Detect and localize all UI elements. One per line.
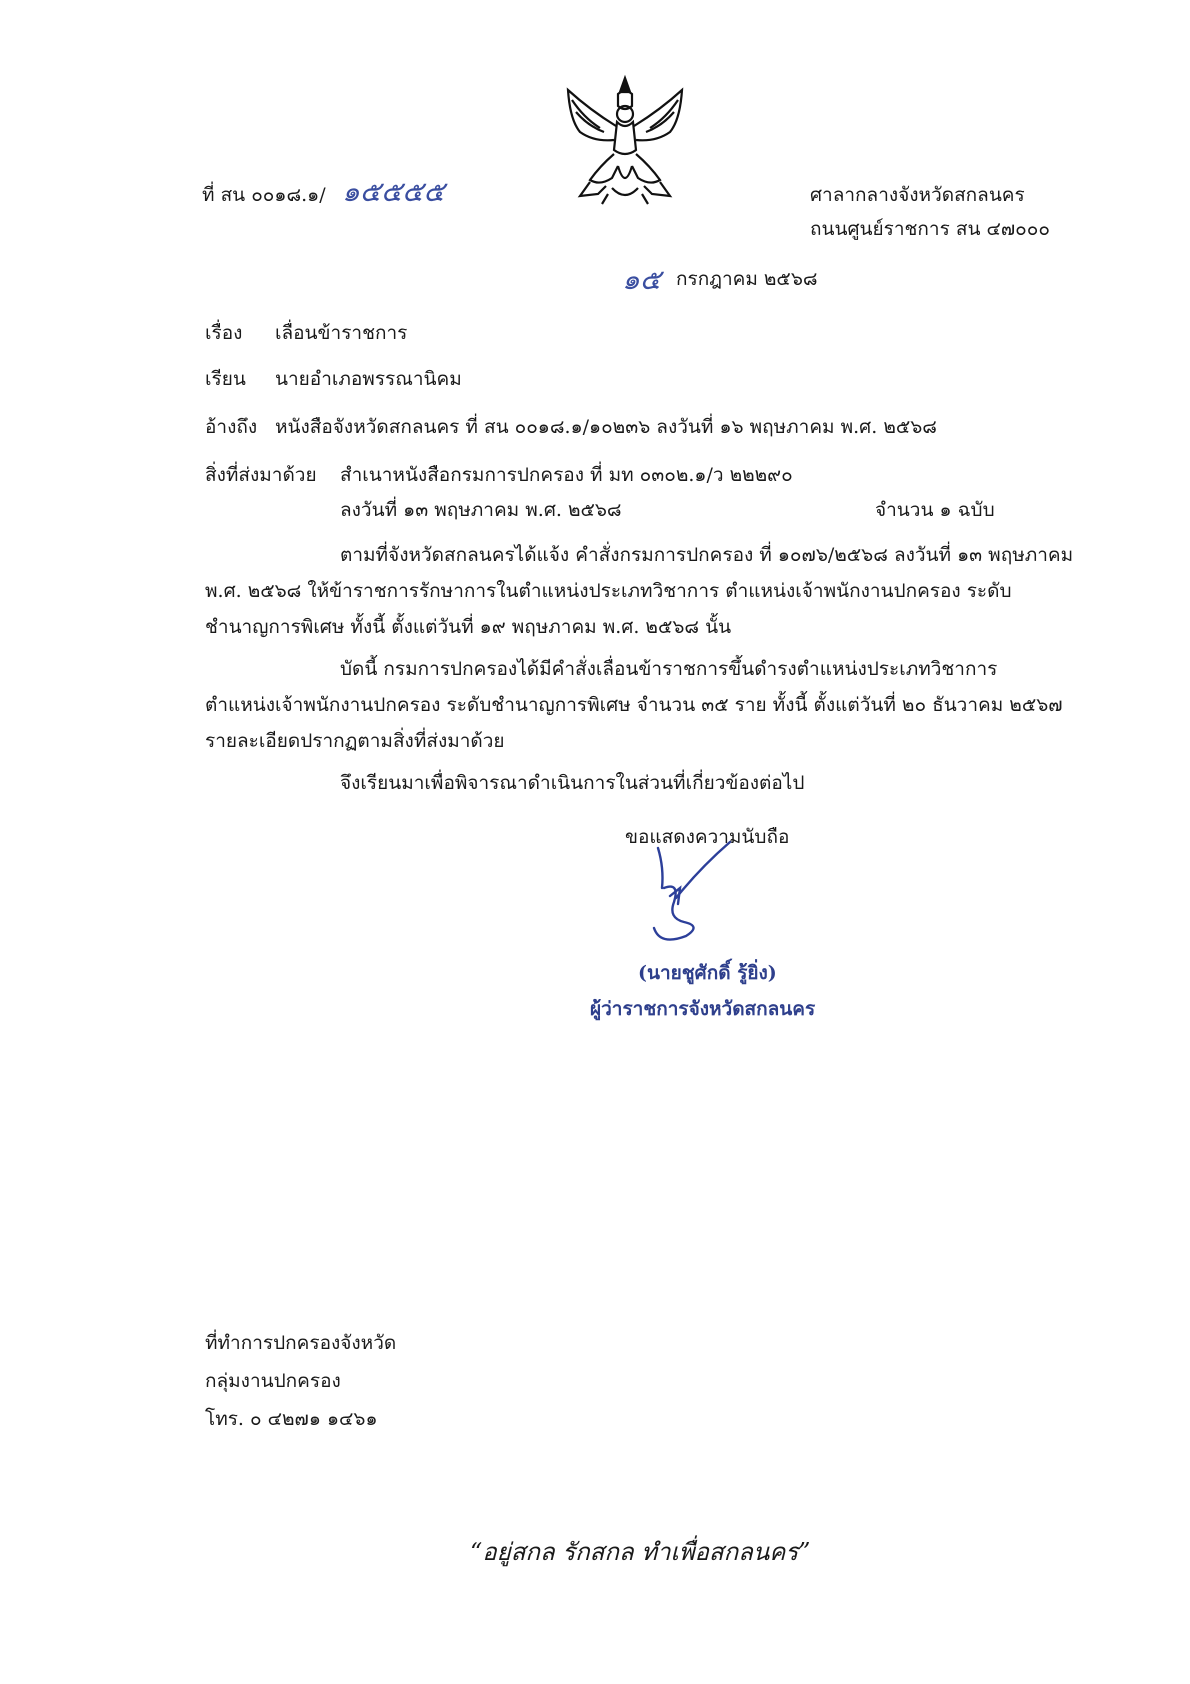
signature-mark (650, 838, 740, 948)
reference-number-handwritten: ๑๕๕๕๕ (342, 175, 445, 208)
date-day-handwritten: ๑๕ (622, 263, 661, 296)
office-address-line1: ศาลากลางจังหวัดสกลนคร (810, 184, 1025, 206)
office-address-line2: ถนนศูนย์ราชการ สน ๔๗๐๐๐ (810, 218, 1050, 240)
footer-office: ที่ทำการปกครองจังหวัด (205, 1332, 397, 1354)
signatory-position: ผู้ว่าราชการจังหวัดสกลนคร (590, 998, 816, 1020)
to-value: นายอำเภอพรรณานิคม (275, 368, 462, 390)
body-para2-line2: ตำแหน่งเจ้าพนักงานปกครอง ระดับชำนาญการพิเศษ จำนวน ๓๕ ราย ทั้งนี้ ตั้งแต่วันที่ ๒๐ ธันวาคม ๒๕๖๗ (205, 694, 1063, 716)
body-para2-line1: บัดนี้ กรมการปกครองได้มีคำสั่งเลื่อนข้าราชการขึ้นดำรงตำแหน่งประเภทวิชาการ (340, 658, 998, 680)
enclosure-count: จำนวน ๑ ฉบับ (875, 499, 995, 521)
footer-group: กลุ่มงานปกครอง (205, 1370, 341, 1392)
reference-label: อ้างถึง (205, 416, 258, 438)
reference-number-prefix: ที่ สน ๐๐๑๘.๑/ (202, 184, 326, 206)
to-label: เรียน (205, 368, 246, 390)
enclosure-label: สิ่งที่ส่งมาด้วย (205, 464, 317, 486)
enclosure-line1: สำเนาหนังสือกรมการปกครอง ที่ มท ๐๓๐๒.๑/ว ๒๒๒๙๐ (340, 464, 793, 486)
signatory-name: (นายชูศักดิ์ รู้ยิ่ง) (638, 962, 777, 984)
enclosure-line2: ลงวันที่ ๑๓ พฤษภาคม พ.ศ. ๒๕๖๘ (340, 499, 622, 521)
date-month-year: กรกฎาคม ๒๕๖๘ (676, 268, 818, 290)
body-para1-line3: ชำนาญการพิเศษ ทั้งนี้ ตั้งแต่วันที่ ๑๙ พฤษภาคม พ.ศ. ๒๕๖๘ นั้น (205, 616, 732, 638)
body-para1-line2: พ.ศ. ๒๕๖๘ ให้ข้าราชการรักษาการในตำแหน่งประเภทวิชาการ ตำแหน่งเจ้าพนักงานปกครอง ระดับ (205, 580, 1012, 602)
body-para3: จึงเรียนมาเพื่อพิจารณาดำเนินการในส่วนที่เกี่ยวข้องต่อไป (340, 772, 805, 794)
body-para1-line1: ตามที่จังหวัดสกลนครได้แจ้ง คำสั่งกรมการปกครอง ที่ ๑๐๗๖/๒๕๖๘ ลงวันที่ ๑๓ พฤษภาคม (340, 544, 1074, 566)
reference-value: หนังสือจังหวัดสกลนคร ที่ สน ๐๐๑๘.๑/๑๐๒๓๖ ลงวันที่ ๑๖ พฤษภาคม พ.ศ. ๒๕๖๘ (275, 416, 937, 438)
footer-phone: โทร. ๐ ๔๒๗๑ ๑๔๖๑ (205, 1408, 378, 1430)
subject-label: เรื่อง (205, 322, 243, 344)
garuda-emblem (550, 70, 700, 220)
body-para2-line3: รายละเอียดปรากฏตามสิ่งที่ส่งมาด้วย (205, 730, 505, 752)
subject-value: เลื่อนข้าราชการ (275, 322, 408, 344)
closing-salutation: ขอแสดงความนับถือ (625, 826, 790, 848)
footer-motto: “อยู่สกล รักสกล ทำเพื่อสกลนคร” (470, 1538, 811, 1566)
